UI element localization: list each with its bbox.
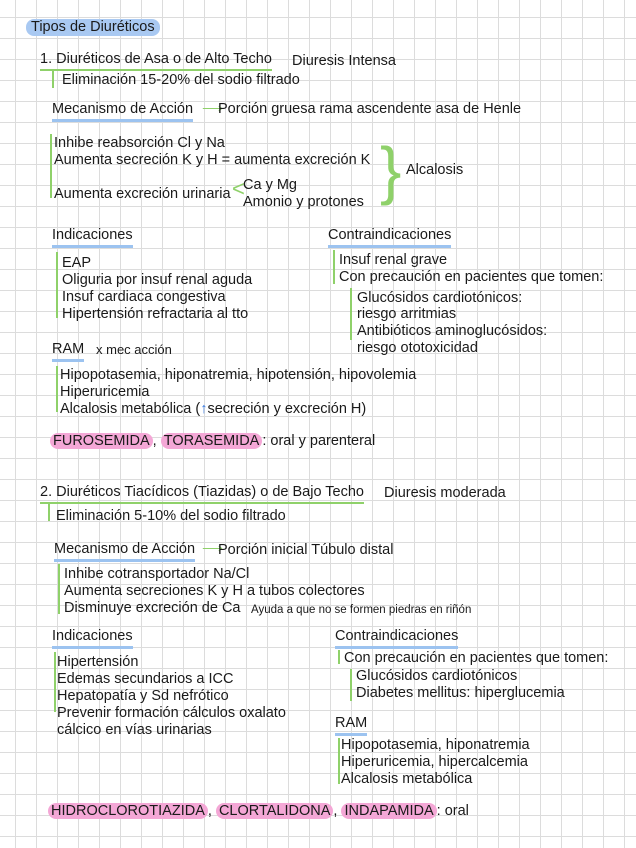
section1-ind-item: Oliguria por insuf renal aguda <box>62 272 253 288</box>
section1-excrecion-sub: Ca y Mg <box>243 177 297 193</box>
arrow-right-icon: ⟶ <box>202 541 223 557</box>
section1-contra-sub: Antibióticos aminoglucósidos: <box>357 323 548 339</box>
section2-ram-item: Hiperuricemia, hipercalcemia <box>341 754 528 770</box>
section1-ind-item: EAP <box>62 255 92 271</box>
section2-heading: 2. Diuréticos Tiacídicos (Tiazidas) o de Bajo Techo <box>40 484 364 504</box>
section2-mec-item: Aumenta secreciones K y H a tubos colectores <box>64 583 365 599</box>
connector-line <box>56 366 58 412</box>
section2-contra-sub: Diabetes mellitus: hiperglucemia <box>356 685 565 701</box>
section1-excrecion-sub: Amonio y protones <box>243 194 364 210</box>
section1-drugs: FUROSEMIDA , TORASEMIDA : oral y parenteral <box>50 433 375 450</box>
section1-ram-item: Hiperuricemia <box>60 384 150 400</box>
section2-contra-sub: Glucósidos cardiotónicos <box>356 668 518 684</box>
section1-contra-item: Insuf renal grave <box>339 252 448 268</box>
section1-heading: 1. Diuréticos de Asa o de Alto Techo <box>40 51 272 71</box>
section1-contra-sub: riesgo arritmias <box>357 306 457 322</box>
section2-ind-label: Indicaciones <box>52 628 133 649</box>
section1-heading-note: Diuresis Intensa <box>292 53 396 69</box>
drug-hidroclorotiazida: HIDROCLOROTIAZIDA <box>48 803 208 819</box>
section1-alcalosis: Alcalosis <box>406 162 464 178</box>
section1-contra-label: Contraindicaciones <box>328 227 451 248</box>
drug-furosemida: FUROSEMIDA <box>50 433 153 449</box>
drug-indapamida: INDAPAMIDA <box>341 803 436 819</box>
drug-torasemida: TORASEMIDA <box>161 433 263 449</box>
brace-icon: < <box>232 176 245 201</box>
section2-ram-item: Hipopotasemia, hiponatremia <box>341 737 530 753</box>
brace-icon: } <box>380 134 402 206</box>
section1-mec-item: Aumenta secreción K y H = aumenta excreción K <box>54 152 371 168</box>
section2-heading-note: Diuresis moderada <box>384 485 506 501</box>
connector-line <box>338 650 340 664</box>
section2-mec-item: Disminuye excreción de Ca <box>64 600 241 616</box>
section2-ind-item: Edemas secundarios a ICC <box>57 671 234 687</box>
section2-contra-item: Con precaución en pacientes que tomen: <box>344 650 609 666</box>
section2-ram-item: Alcalosis metabólica <box>341 771 473 787</box>
section1-mec-label: Mecanismo de Acción <box>52 101 193 122</box>
connector-line <box>54 652 56 712</box>
section1-ind-item: Hipertensión refractaria al tto <box>62 306 249 322</box>
section1-contra-sub: riesgo ototoxicidad <box>357 340 478 356</box>
connector-line <box>58 564 60 614</box>
connector-line <box>56 252 58 318</box>
connector-line <box>350 288 352 340</box>
connector-line <box>52 70 54 88</box>
drug-clortalidona: CLORTALIDONA <box>216 803 333 819</box>
section1-ind-label: Indicaciones <box>52 227 133 248</box>
section2-ind-item: cálcico en vías urinarias <box>57 722 212 738</box>
section1-elim: Eliminación 15-20% del sodio filtrado <box>62 72 300 88</box>
section2-drugs: HIDROCLOROTIAZIDA , CLORTALIDONA , INDAPAMIDA : oral <box>48 803 469 820</box>
section2-elim: Eliminación 5-10% del sodio filtrado <box>56 508 286 524</box>
arrow-up-icon: ↑ <box>200 401 208 417</box>
page-title: Tipos de Diuréticos <box>26 19 160 36</box>
connector-line <box>350 669 352 701</box>
connector-line <box>50 134 52 198</box>
connector-line <box>338 738 340 784</box>
section2-ind-item: Hipertensión <box>57 654 139 670</box>
section1-mec-value: Porción gruesa rama ascendente asa de Henle <box>218 101 522 117</box>
section2-contra-label: Contraindicaciones <box>335 628 458 649</box>
section1-contra-sub: Glucósidos cardiotónicos: <box>357 290 523 306</box>
section2-mec-label: Mecanismo de Acción <box>54 541 195 562</box>
connector-line <box>333 250 335 284</box>
section1-ind-item: Insuf cardiaca congestiva <box>62 289 226 305</box>
section1-ram-item: Hipopotasemia, hiponatremia, hipotensión, hipovolemia <box>60 367 417 383</box>
section1-mec-item: Inhibe reabsorción Cl y Na <box>54 135 225 151</box>
connector-line <box>48 503 50 521</box>
section1-mec-item: Aumenta excreción urinaria <box>54 186 231 202</box>
section1-ram-item: Alcalosis metabólica (↑secreción y excreción H) <box>60 401 367 417</box>
section2-ind-item: Hepatopatía y Sd nefrótico <box>57 688 229 704</box>
section1-ram-label: RAM <box>52 341 84 362</box>
section1-contra-item: Con precaución en pacientes que tomen: <box>339 269 604 285</box>
section2-mec-note: Ayuda a que no se formen piedras en riñón <box>251 604 472 616</box>
section2-ram-label: RAM <box>335 715 367 736</box>
section2-mec-item: Inhibe cotransportador Na/Cl <box>64 566 250 582</box>
section2-mec-value: Porción inicial Túbulo distal <box>218 542 394 558</box>
section1-ram-note: x mec acción <box>96 342 172 357</box>
section2-ind-item: Prevenir formación cálculos oxalato <box>57 705 286 721</box>
arrow-right-icon: ⟶ <box>202 101 223 117</box>
